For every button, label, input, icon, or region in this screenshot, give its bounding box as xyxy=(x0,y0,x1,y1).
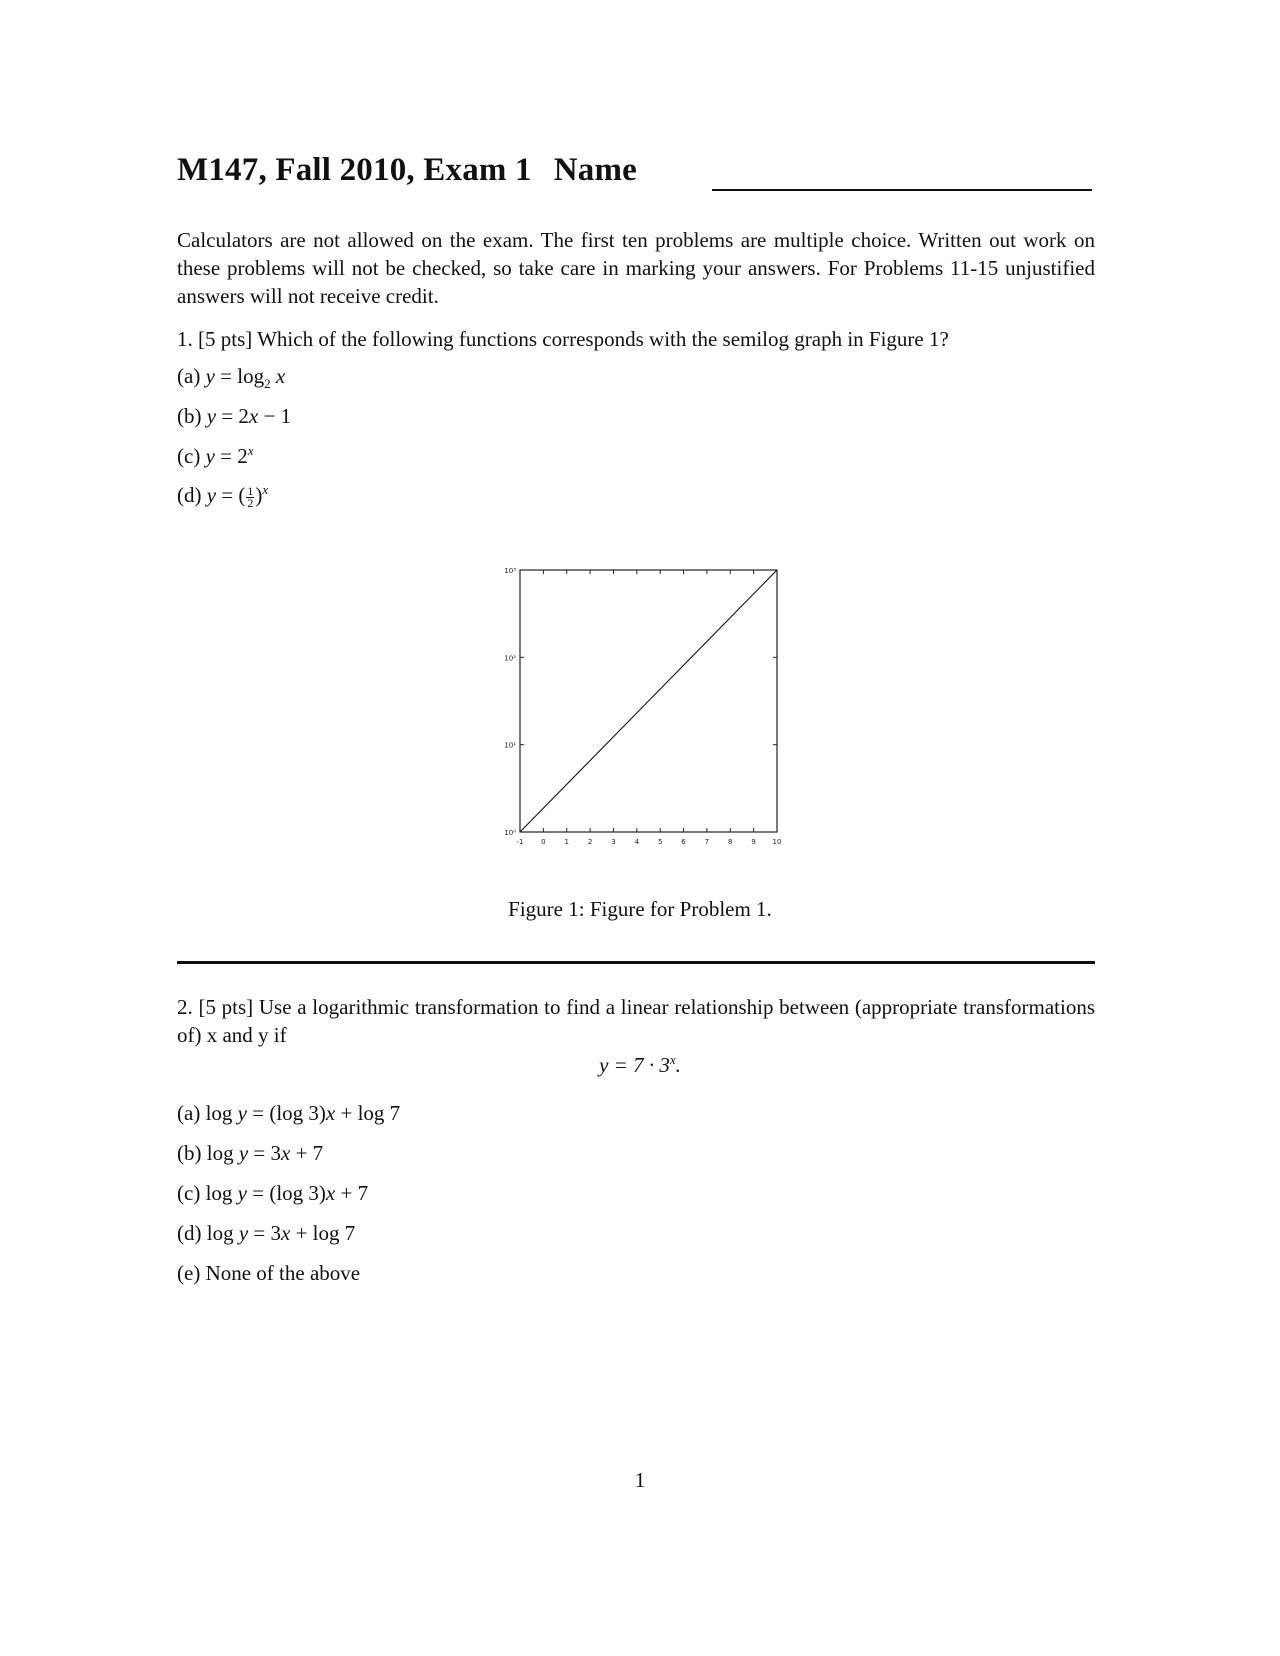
problem-2-option-c[interactable]: (c) log y = (log 3)x + 7 xyxy=(177,1181,369,1205)
x-tick-label: 7 xyxy=(704,838,710,846)
series-line-0 xyxy=(520,570,777,832)
problem-2-option-e[interactable] xyxy=(177,1261,360,1286)
y-tick-label: 10² xyxy=(504,654,516,663)
name-blank-line[interactable] xyxy=(712,189,1092,191)
exam-title-text: M147, Fall 2010, Exam 1 xyxy=(177,152,532,188)
x-tick-label: -1 xyxy=(516,838,524,846)
x-tick-label: 6 xyxy=(681,838,686,846)
option-text: None of the above xyxy=(205,1261,361,1285)
problem-2-equation: $y = 7 \cdot 3^x$. xyxy=(599,1052,681,1077)
problem-2-text: 2. [5 pts] Use a logarithmic transformation to find a linear relationship between (appropriate transformations of) x and y if xyxy=(177,995,1095,1047)
option-label: (a) xyxy=(177,364,201,388)
instructions: Calculators are not allowed on the exam. The first ten problems are multiple choice. Written out work on these problems will not be checked, so take care in marking your answers. For Problems 11-15 unjustified answers will not receive credit. xyxy=(177,228,1095,308)
name-label: Name xyxy=(553,152,638,188)
page-number: 1 xyxy=(634,1468,646,1492)
x-tick-label: 10 xyxy=(772,838,782,846)
problem-2-option-b[interactable]: (b) log y = 3x + 7 xyxy=(177,1141,324,1165)
x-tick-label: 0 xyxy=(541,838,546,846)
problem-1-option-d[interactable]: (d) y = ( $\frac{1}{2}$ )$^x$ xyxy=(177,482,269,510)
option-label: (e) xyxy=(177,1261,201,1285)
x-tick-label: 2 xyxy=(587,838,593,846)
option-label: (a) xyxy=(177,1101,201,1125)
x-tick-label: 3 xyxy=(611,838,616,846)
option-label: (c) xyxy=(177,444,201,468)
exam-title xyxy=(177,152,637,189)
x-tick-label: 8 xyxy=(728,838,733,846)
plot-area xyxy=(504,567,781,846)
x-tick-label: 5 xyxy=(657,838,663,846)
y-tick-label: 10¹ xyxy=(504,741,516,750)
problem-2-option-a[interactable]: (a) log y = (log 3)x + log 7 xyxy=(177,1101,401,1125)
option-label: (d) xyxy=(177,483,202,507)
option-label: (b) xyxy=(177,404,202,428)
option-label: (d) xyxy=(177,1221,202,1245)
option-label: (b) xyxy=(177,1141,202,1165)
section-divider xyxy=(177,961,1095,964)
figure-1-caption: Figure 1: Figure for Problem 1. xyxy=(508,897,772,921)
figure-1-semilog-plot xyxy=(490,555,790,855)
y-tick-label: 10³ xyxy=(504,567,516,575)
x-tick-label: 1 xyxy=(564,838,569,846)
y-tick-label: 10⁰ xyxy=(504,829,516,837)
problem-1-option-b[interactable]: (b) y = 2x − 1 xyxy=(177,404,292,428)
problem-1-option-c[interactable]: (c) $y = 2^x$ xyxy=(177,443,254,468)
problem-1-text: 1. [5 pts] Which of the following functions corresponds with the semilog graph in Figure 1? xyxy=(177,327,949,351)
option-label: (c) xyxy=(177,1181,201,1205)
x-tick-label: 4 xyxy=(634,838,640,846)
x-tick-label: 9 xyxy=(751,838,756,846)
problem-2-option-d[interactable]: (d) log y = 3x + log 7 xyxy=(177,1221,356,1245)
problem-1-option-a[interactable]: (a) $y = \log_2 x$ xyxy=(177,364,286,392)
